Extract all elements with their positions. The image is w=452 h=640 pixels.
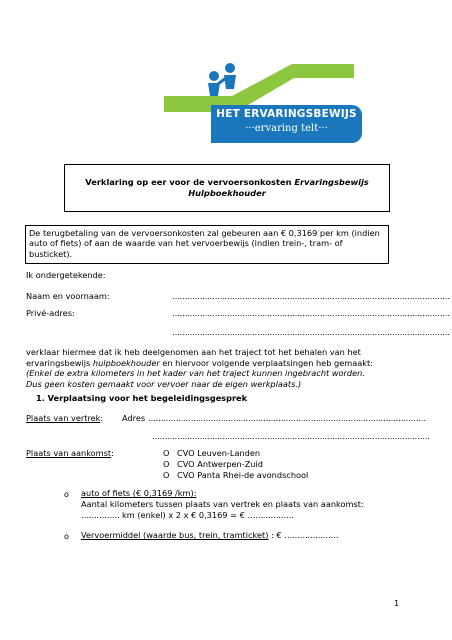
car-label: auto of fiets (€ 0,3169 /km):: [81, 488, 197, 498]
declaration-line-2: ervaringsbewijs hulpboekhouder en hiervoor volgende verplaatsingen heb gemaakt:: [26, 357, 373, 368]
bullet-transport[interactable]: o: [64, 532, 69, 541]
logo-subtitle: ···ervaring telt···: [245, 123, 328, 134]
title-regular: Verklaring op eer voor de vervoersonkosten: [85, 177, 295, 187]
info-line-3: busticket).: [29, 248, 73, 259]
amount-field[interactable]: ………………: [247, 510, 294, 520]
document-title-line2: Hulpboekhouder: [188, 188, 266, 198]
title-italic: Ervaringsbewijs: [294, 177, 369, 187]
arrival-label: Plaats van aankomst:: [26, 448, 114, 458]
departure-address-field-line2[interactable]: …………………………………………………………………………………………………: [152, 432, 430, 441]
logo-title: HET ERVARINGSBEWIJS: [216, 108, 357, 120]
logo-text-box: [211, 105, 362, 143]
declaration-line-4: Dus geen kosten gemaakt voor vervoer naar de eigen werkplaats.): [26, 378, 302, 389]
section-1-heading: 1. Verplaatsing voor het begeleidingsgesprek: [36, 393, 248, 403]
arrival-option-leuven[interactable]: O CVO Leuven-Landen: [163, 448, 261, 458]
car-calculation: …………… km (enkel) x 2 x € 0,3169 = € ………………: [81, 510, 294, 520]
address-field-line2[interactable]: …………………………………………………………………………………………………: [172, 328, 450, 337]
departure-address-field[interactable]: …………………………………………………………………………………………………: [148, 414, 426, 423]
arrival-option-panta-rhei[interactable]: O CVO Panta Rhei-de avondschool: [163, 470, 309, 480]
declaration-line-1: verklaar hiermee dat ik heb deelgenomen aan het traject tot het behalen van het: [26, 347, 361, 357]
address-label: Privé-adres:: [26, 308, 75, 318]
arrival-option-antwerpen[interactable]: O CVO Antwerpen-Zuid: [163, 459, 263, 469]
departure-address-prefix: Adres: [122, 413, 146, 423]
car-distance-text: Aantal kilometers tussen plaats van vertrek en plaats van aankomst:: [81, 499, 364, 509]
reimbursement-info-box: [25, 225, 389, 264]
km-field[interactable]: ……………: [81, 510, 120, 520]
departure-label: Plaats van vertrek:: [26, 413, 104, 423]
transport-label: Vervoermiddel (waarde bus, trein, tramticket) : € …………………: [81, 530, 339, 540]
undersigned-label: Ik ondergetekende:: [26, 270, 106, 280]
ervaringsbewijs-logo: [162, 56, 357, 138]
page-number: 1: [394, 598, 400, 608]
declaration-line-3: (Enkel de extra kilometers in het kader van het traject kunnen ingebracht worden.: [26, 368, 365, 379]
name-field[interactable]: …………………………………………………………………………………………………: [172, 292, 450, 301]
bullet-car[interactable]: o: [64, 490, 69, 499]
name-label: Naam en voornaam:: [26, 291, 110, 301]
info-line-2: auto of fiets) of aan de waarde van het vervoerbewijs (indien trein-, tram- of: [29, 238, 343, 249]
info-line-1: De terugbetaling van de vervoersonkosten zal gebeuren aan € 0,3169 per km (indien: [29, 228, 380, 238]
document-title-line1: [85, 177, 369, 188]
transport-amount-field[interactable]: …………………: [284, 530, 339, 540]
declaration-paragraph: [26, 347, 406, 389]
address-field-line1[interactable]: …………………………………………………………………………………………………: [172, 309, 450, 318]
document-title-box: [64, 164, 390, 212]
